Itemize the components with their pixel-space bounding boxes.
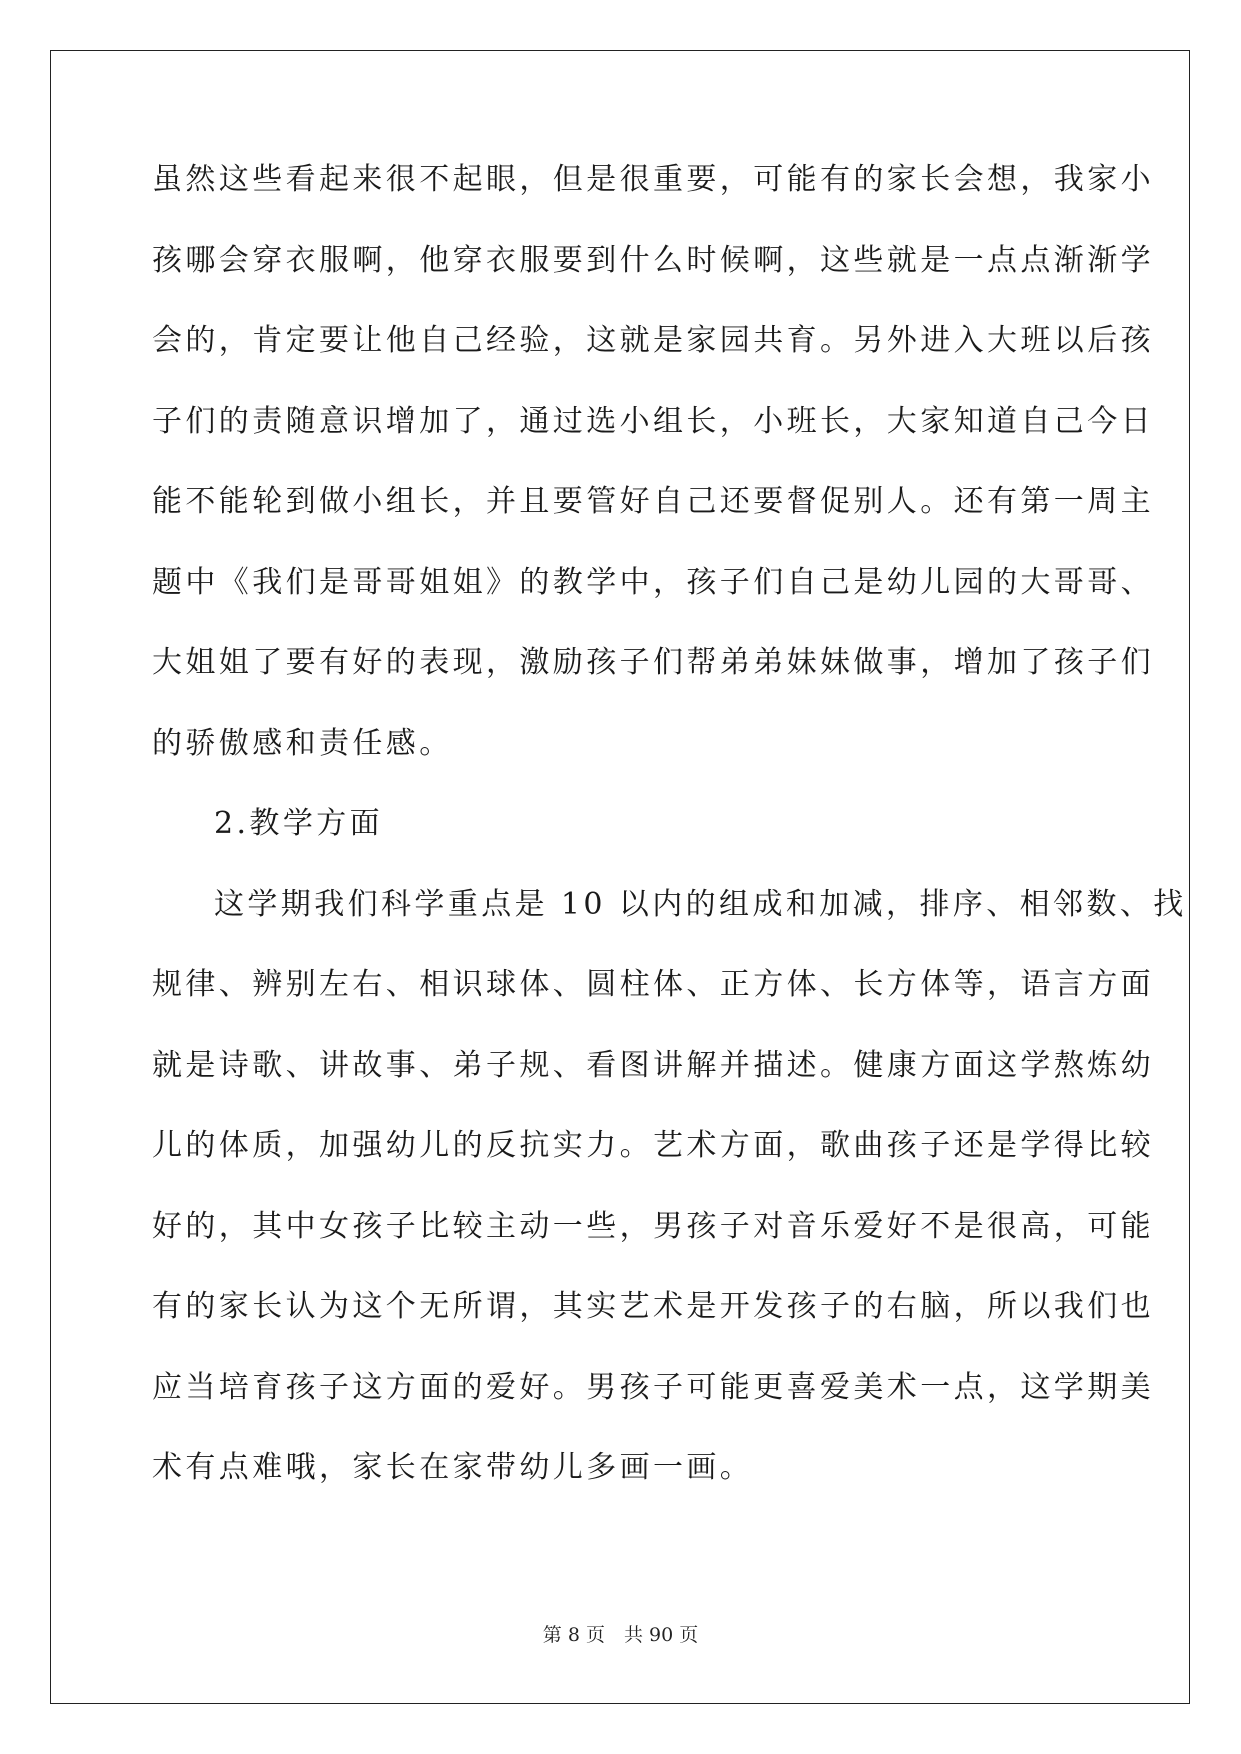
text-line: 会的，肯定要让他自己经验，这就是家园共育。另外进入大班以后孩 (152, 323, 1154, 358)
document-body (152, 160, 1187, 1529)
text-line: 能不能轮到做小组长，并且要管好自己还要督促别人。还有第一周主 (152, 484, 1154, 519)
text-line: 好的，其中女孩子比较主动一些，男孩子对音乐爱好不是很高，可能 (152, 1208, 1154, 1244)
text-line: 大姐姐了要有好的表现，激励孩子们帮弟弟妹妹做事，增加了孩子们 (152, 645, 1154, 680)
text-line: 术有点难哦，家长在家带幼儿多画一画。 (152, 1450, 754, 1485)
text-line: 虽然这些看起来很不起眼，但是很重要，可能有的家长会想，我家小 (152, 162, 1154, 197)
text-line: 孩哪会穿衣服啊，他穿衣服要到什么时候啊，这些就是一点点渐渐学 (152, 242, 1154, 278)
text-line: 子们的责随意识增加了，通过选小组长，小班长，大家知道自己今日 (152, 403, 1154, 439)
page-number: 第 8 页 共 90 页 (542, 1624, 699, 1646)
text-line: 题中《我们是哥哥姐姐》的教学中，孩子们自己是幼儿园的大哥哥、 (152, 564, 1154, 600)
text-line: 有的家长认为这个无所谓，其实艺术是开发孩子的右脑，所以我们也 (152, 1289, 1154, 1324)
section-heading: 2.教学方面 (214, 806, 384, 841)
text-line: 应当培育孩子这方面的爱好。男孩子可能更喜爱美术一点，这学期美 (152, 1369, 1154, 1405)
text-line: 这学期我们科学重点是 10 以内的组成和加减，排序、相邻数、找 (214, 886, 1187, 922)
text-line: 儿的体质，加强幼儿的反抗实力。艺术方面，歌曲孩子还是学得比较 (152, 1128, 1154, 1163)
text-line: 的骄傲感和责任感。 (152, 725, 453, 761)
text-line: 规律、辨别左右、相识球体、圆柱体、正方体、长方体等，语言方面 (152, 967, 1154, 1002)
text-line: 就是诗歌、讲故事、弟子规、看图讲解并描述。健康方面这学熬炼幼 (152, 1047, 1154, 1083)
page-footer (0, 1620, 1241, 1647)
